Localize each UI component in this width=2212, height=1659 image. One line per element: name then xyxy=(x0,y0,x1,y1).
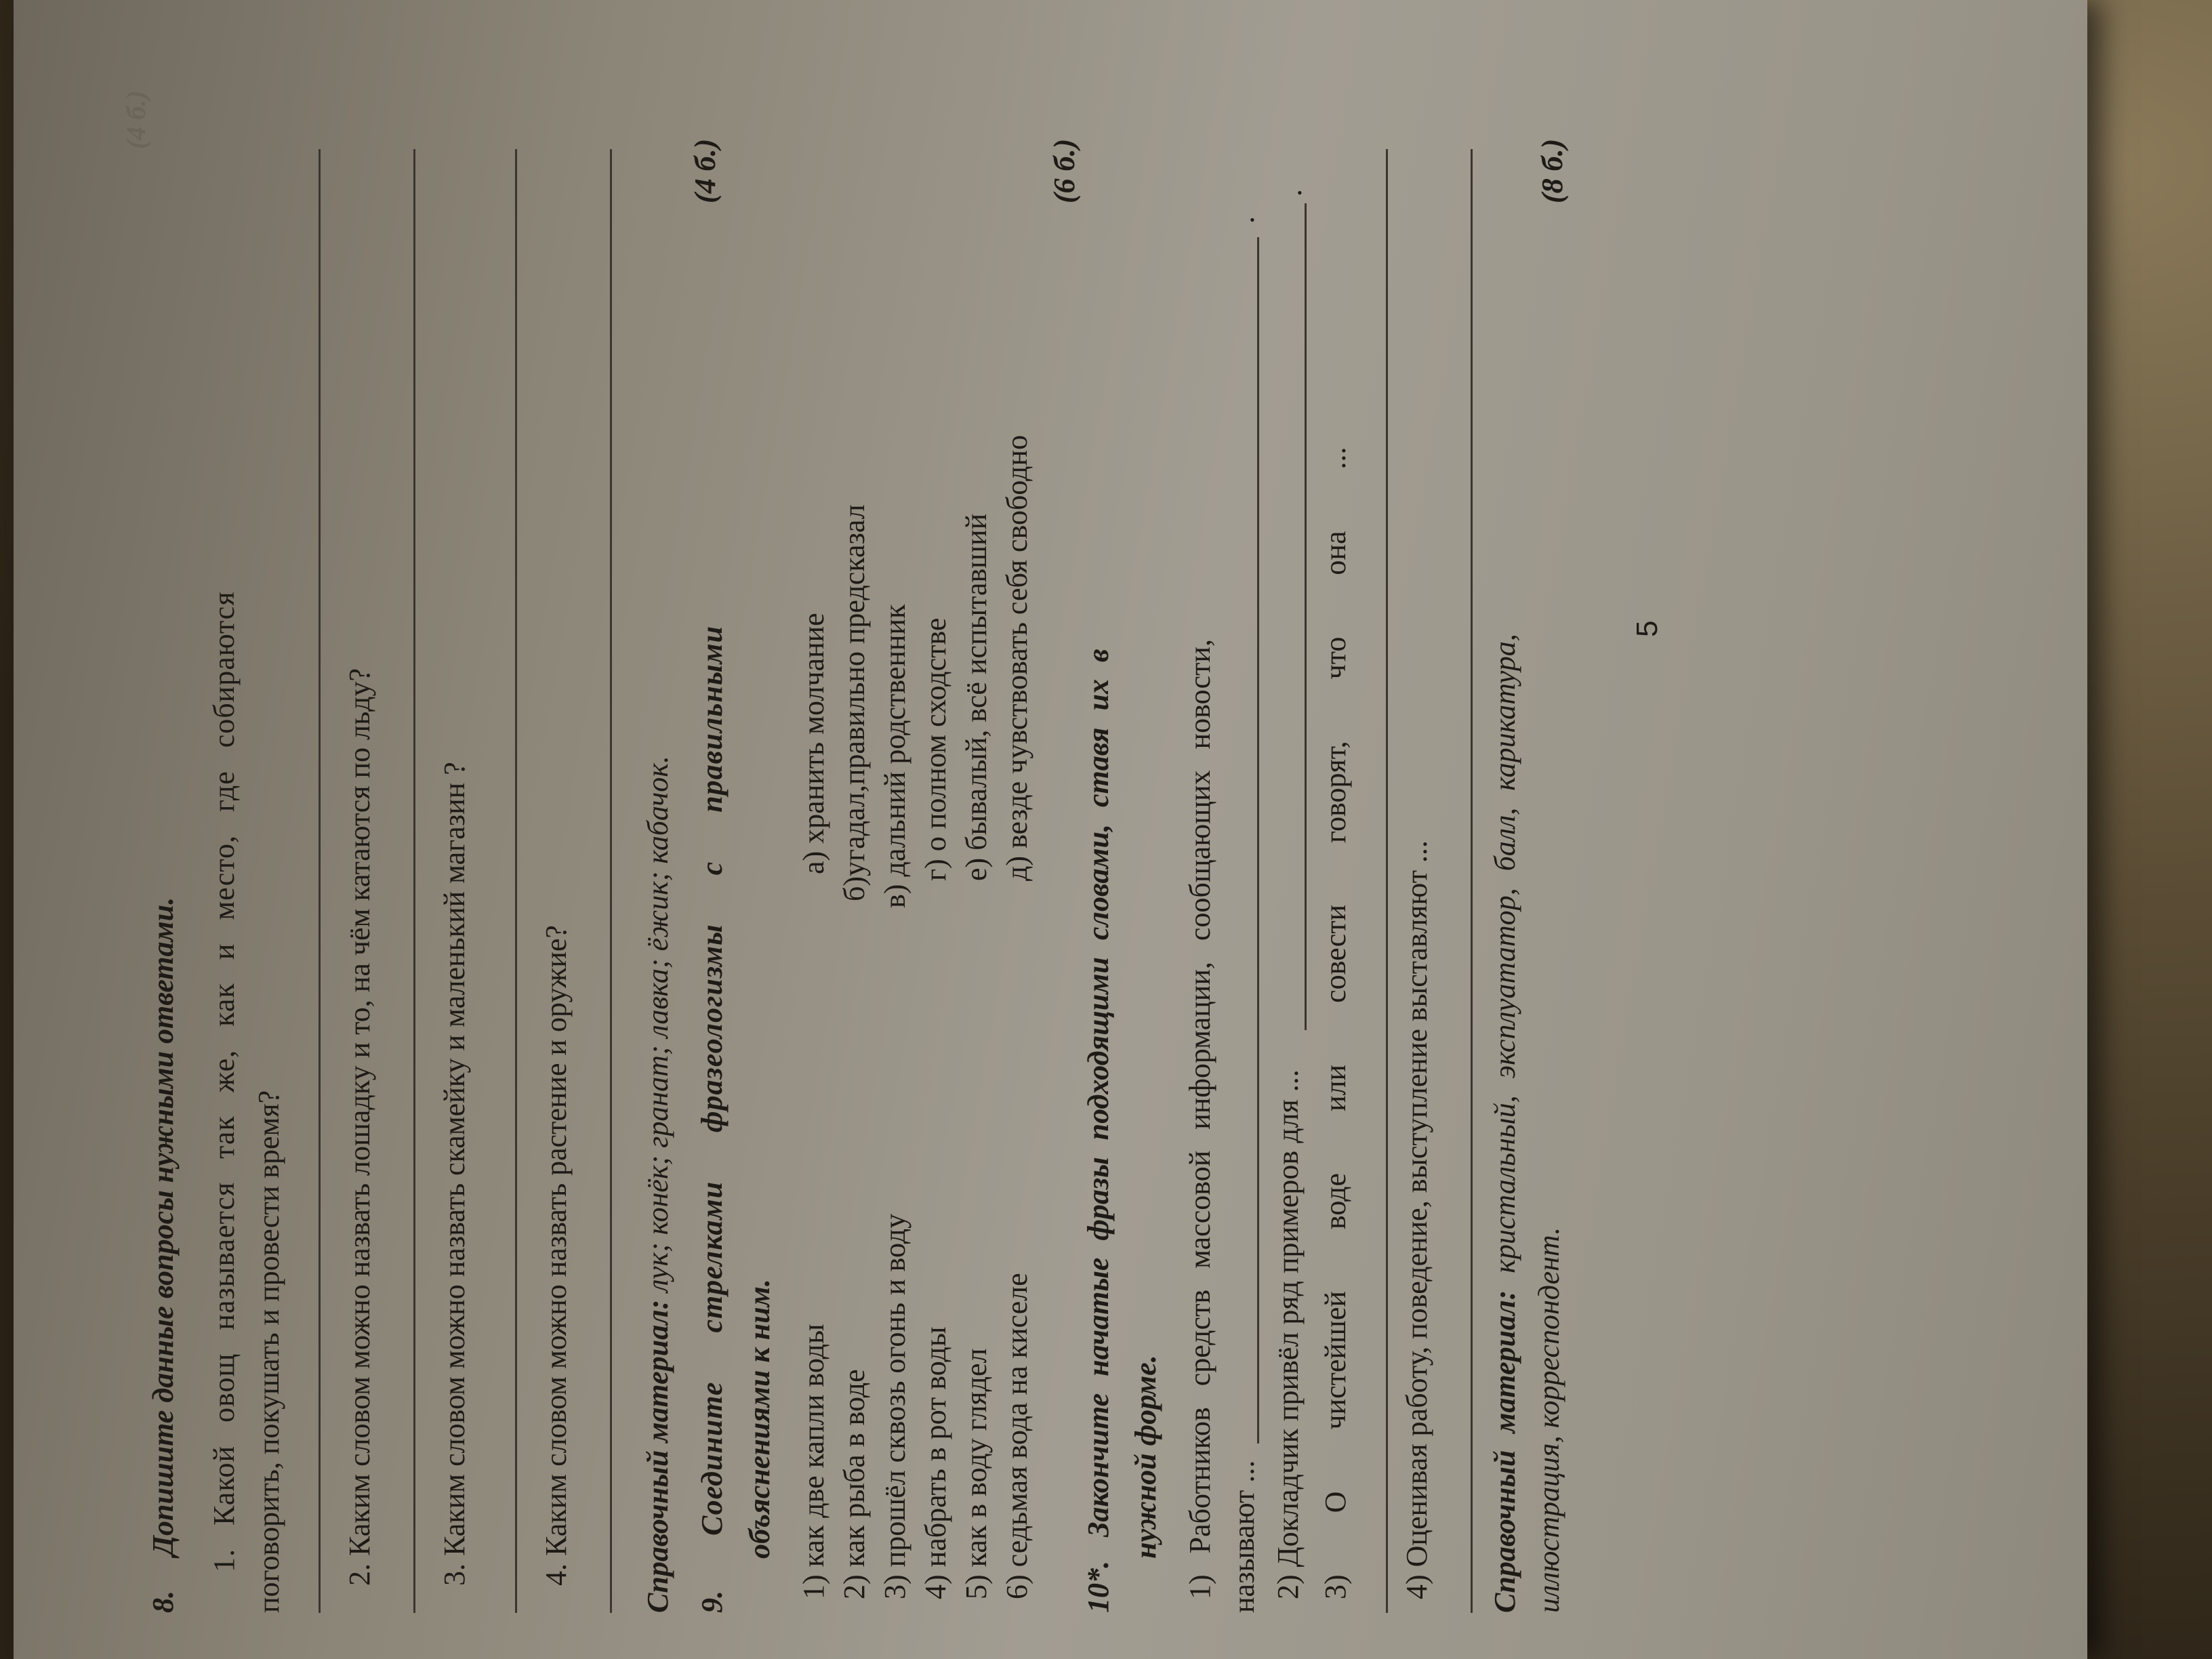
q8-score: (4 б.) xyxy=(121,90,151,149)
q8-title: Допишите данные вопросы нужными ответами. xyxy=(146,897,180,1556)
q10-item-2-answer-line[interactable] xyxy=(1305,203,1307,1030)
q8-item-1-line2: поговорить, покушать и провести время? xyxy=(252,1090,285,1613)
q10-item-1-dot: . xyxy=(1227,216,1261,224)
q10-item-2: 2) Докладчик привёл ряд примеров для ... xyxy=(1271,1069,1305,1599)
q9-left-1[interactable]: 1) как две капли воды xyxy=(797,1324,830,1599)
q9-right-d[interactable]: д) везде чувствовать себя свободно xyxy=(1000,434,1033,881)
q10-title-line2: нужной форме. xyxy=(1129,1355,1162,1559)
q8-reference-label: Справочный материал: xyxy=(641,1299,674,1613)
q9-left-5[interactable]: 5) как в воду глядел xyxy=(960,1348,993,1599)
q8-reference-score: (4 б.) xyxy=(689,138,722,203)
q10-title-line1: Закончите начатые фразы подходящими словами, ставя их в xyxy=(1082,649,1115,1537)
q8-reference-text: лук; конёк; гранат; лавка; ёжик; кабачок. xyxy=(641,756,674,1300)
q8-reference xyxy=(637,756,679,1613)
q10-item-1-line2: называют ... xyxy=(1227,1460,1261,1613)
q8-item-4: 4. Каким словом можно назвать растение и оружие? xyxy=(539,925,573,1586)
q8-heading xyxy=(142,897,184,1613)
q8-item-1-answer-line[interactable] xyxy=(319,149,321,1613)
q8-item-2: 2. Каким словом можно назвать лошадку и то, на чём катаются по льду? xyxy=(343,668,376,1586)
q8-number: 8. xyxy=(146,1591,180,1613)
q9-right-b[interactable]: б)угадал,правильно предсказал xyxy=(838,504,871,901)
q9-number: 9. xyxy=(695,1591,729,1613)
q9-title-line1: Соедините стрелками фразеологизмы с правильными xyxy=(695,626,729,1536)
q10-item-1-answer-line[interactable] xyxy=(1257,237,1259,1443)
q10-item-4: 4) Оценивая работу, поведение, выступление выставляют ... xyxy=(1400,840,1433,1599)
q9-right-a[interactable]: а) хранить молчание xyxy=(797,613,830,874)
q9-right-v[interactable]: в) дальний родственник xyxy=(878,604,912,908)
q10-item-2-dot: . xyxy=(1275,189,1308,197)
worksheet-page xyxy=(95,54,2033,1613)
q8-item-3: 3. Каким словом можно назвать скамейку и маленький магазин ? xyxy=(438,762,471,1586)
q10-item-3: 3) О чистейшей воде или совести говорят, что она ... xyxy=(1319,447,1352,1599)
q9-right-e[interactable]: е) бывалый, всё испытавший xyxy=(960,513,993,881)
q10-reference-line1: кристальный, эксплуататор, балл, карикатура, xyxy=(1488,634,1521,1290)
q8-item-3-answer-line[interactable] xyxy=(515,149,517,1613)
q10-heading xyxy=(1078,649,1120,1613)
q10-item-3-answer-line[interactable] xyxy=(1386,149,1388,1613)
q9-heading xyxy=(691,626,733,1613)
q9-left-4[interactable]: 4) набрать в рот воды xyxy=(919,1326,952,1599)
q9-title-line2: объяснениями к ним. xyxy=(743,1279,776,1559)
q9-right-g[interactable]: г) о полном сходстве xyxy=(919,617,952,881)
q10-reference-label: Справочный материал: xyxy=(1488,1290,1521,1613)
q10-item-4-answer-line[interactable] xyxy=(1471,149,1473,1613)
q10-reference xyxy=(1484,634,1526,1613)
q10-item-1-line1: 1) Работников средств массовой информации, сообщающих новости, xyxy=(1183,639,1216,1599)
q10-score: (8 б.) xyxy=(1536,138,1569,203)
q10-number: 10*. xyxy=(1082,1561,1115,1613)
page-number: 5 xyxy=(1631,620,1664,637)
q8-item-1-line1: 1. Какой овощ называется так же, как и место, где собираются xyxy=(207,591,241,1572)
q9-left-3[interactable]: 3) прошёл сквозь огонь и воду xyxy=(878,1213,912,1599)
q9-left-6[interactable]: 6) седьмая вода на киселе xyxy=(1000,1273,1033,1599)
q9-left-2[interactable]: 2) как рыба в воде xyxy=(838,1369,871,1599)
q8-item-2-answer-line[interactable] xyxy=(413,149,415,1613)
q9-score: (6 б.) xyxy=(1048,138,1081,203)
q8-item-4-answer-line[interactable] xyxy=(610,149,612,1613)
q10-reference-line2: иллюстрация, корреспондент. xyxy=(1532,1227,1565,1613)
